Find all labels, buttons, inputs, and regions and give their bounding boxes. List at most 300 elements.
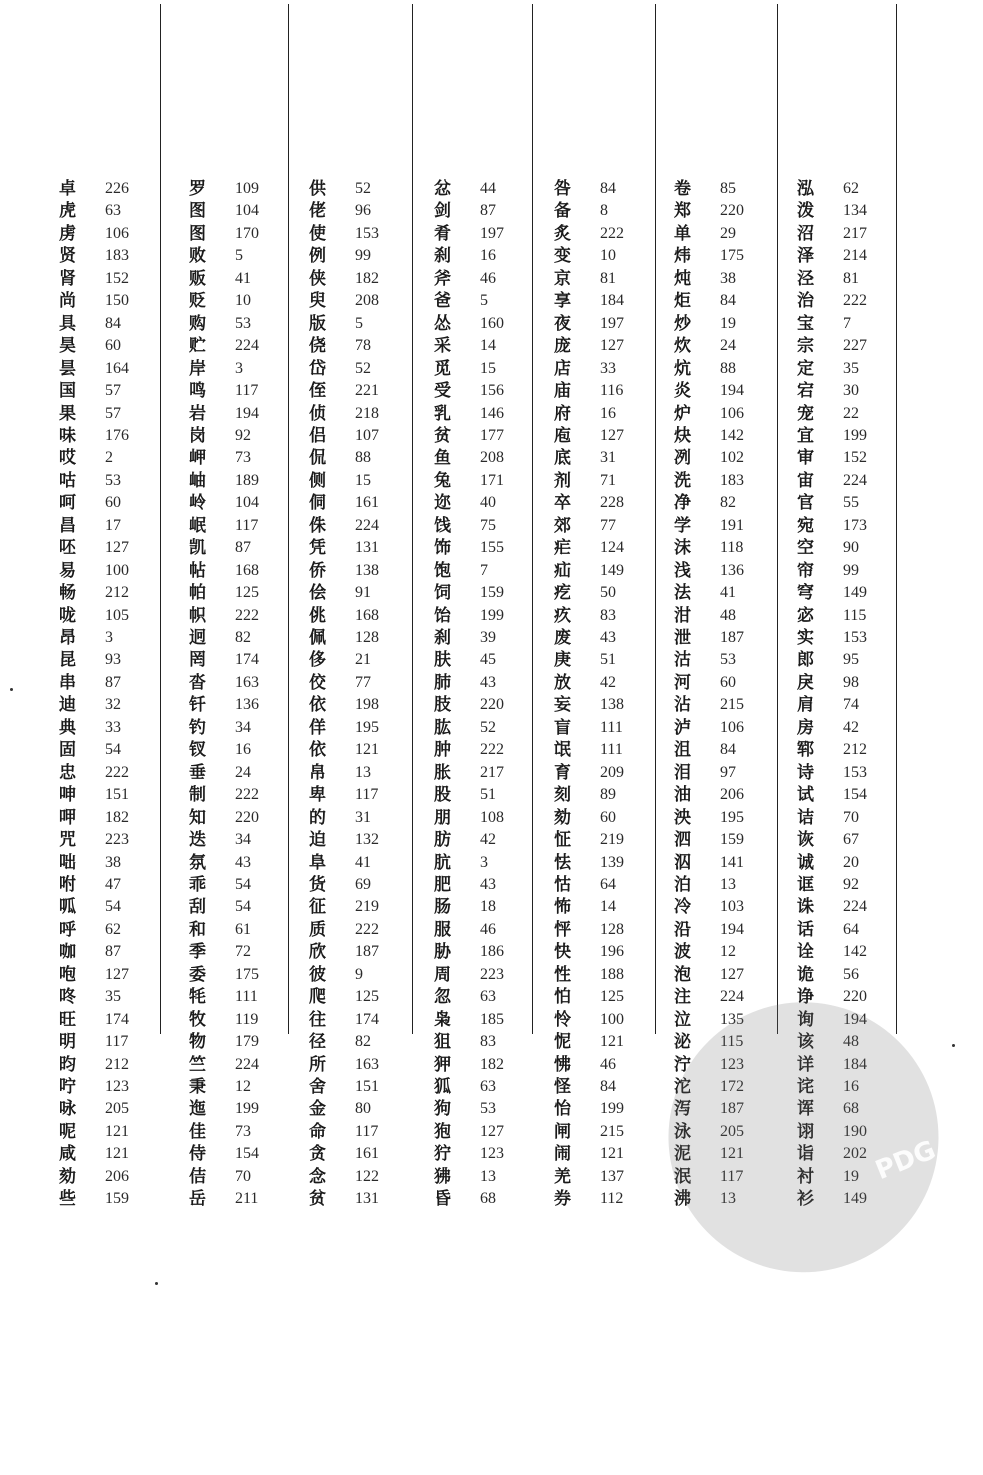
index-entry (55, 470, 165, 492)
index-entry (670, 605, 780, 627)
index-entry (185, 358, 295, 380)
index-entry (793, 358, 903, 380)
page-number: 17 (105, 516, 121, 534)
index-character: 咐 (59, 874, 76, 895)
page-number: 60 (105, 494, 121, 512)
page-number: 40 (480, 494, 496, 512)
index-entry (670, 470, 780, 492)
index-entry (305, 380, 415, 402)
page-number: 43 (235, 853, 251, 871)
index-character: 旺 (59, 1009, 76, 1030)
index-character: 庚 (554, 650, 571, 671)
index-entry (55, 313, 165, 335)
index-entry (305, 1076, 415, 1098)
index-character: 国 (59, 381, 76, 402)
page-number: 222 (600, 224, 624, 242)
index-entry (185, 268, 295, 290)
index-character: 宝 (797, 313, 814, 334)
index-entry (305, 582, 415, 604)
index-entry (55, 717, 165, 739)
index-entry (185, 313, 295, 335)
index-entry (430, 1188, 540, 1210)
index-entry (305, 470, 415, 492)
column-divider (777, 4, 778, 1034)
index-character: 泊 (674, 874, 691, 895)
index-entry (670, 335, 780, 357)
index-entry (305, 941, 415, 963)
index-entry (550, 986, 660, 1008)
index-character: 炔 (674, 425, 691, 446)
column-divider (655, 4, 656, 1034)
index-entry (550, 380, 660, 402)
index-entry (55, 1031, 165, 1053)
index-character: 侩 (309, 583, 326, 604)
page-number: 80 (355, 1100, 371, 1118)
page-number: 118 (720, 539, 744, 557)
page-number: 134 (843, 202, 867, 220)
index-character: 昏 (434, 1189, 451, 1210)
page-number: 92 (235, 426, 251, 444)
page-number: 22 (843, 404, 859, 422)
index-entry (430, 380, 540, 402)
index-character: 呸 (59, 538, 76, 559)
index-character: 凯 (189, 538, 206, 559)
index-character: 狙 (434, 1032, 451, 1053)
index-character: 念 (309, 1166, 326, 1187)
page-number: 99 (843, 561, 859, 579)
index-entry (430, 941, 540, 963)
page-number: 141 (720, 853, 744, 871)
index-character: 冷 (674, 897, 691, 918)
index-character: 备 (554, 201, 571, 222)
index-character: 法 (674, 583, 691, 604)
page-number: 107 (355, 426, 379, 444)
index-entry (305, 784, 415, 806)
index-entry (305, 627, 415, 649)
page-number: 152 (843, 449, 867, 467)
index-entry (55, 829, 165, 851)
index-character: 诨 (797, 1099, 814, 1120)
index-character: 穹 (797, 583, 814, 604)
index-entry (305, 896, 415, 918)
index-entry (793, 762, 903, 784)
index-character: 咕 (59, 470, 76, 491)
page-number: 228 (600, 494, 624, 512)
page-number: 174 (355, 1010, 379, 1028)
index-entry (305, 492, 415, 514)
index-character: 秉 (189, 1077, 206, 1097)
index-character: 狐 (434, 1077, 451, 1097)
index-entry (550, 694, 660, 716)
page-number: 54 (105, 741, 121, 759)
page-number: 57 (105, 382, 121, 400)
page-number: 194 (720, 382, 744, 400)
page-number: 214 (843, 247, 867, 265)
index-character: 乖 (189, 874, 206, 895)
index-entry (305, 223, 415, 245)
index-character: 肴 (434, 223, 451, 244)
index-character: 放 (554, 672, 571, 693)
index-entry (305, 762, 415, 784)
index-character: 定 (797, 358, 814, 379)
index-entry (305, 200, 415, 222)
index-character: 呼 (59, 919, 76, 940)
index-entry (55, 919, 165, 941)
index-character: 泓 (797, 179, 814, 199)
index-entry (55, 605, 165, 627)
index-entry (305, 649, 415, 671)
index-entry (550, 223, 660, 245)
page-number: 30 (843, 382, 859, 400)
index-character: 泽 (797, 246, 814, 267)
page-number: 174 (235, 651, 259, 669)
index-character: 泌 (674, 1032, 691, 1053)
index-entry (670, 649, 780, 671)
index-character: 咚 (59, 987, 76, 1008)
index-character: 店 (554, 358, 571, 379)
page-number: 194 (235, 404, 259, 422)
index-character: 败 (189, 246, 206, 267)
index-character: 戾 (797, 672, 814, 693)
column-divider (896, 4, 897, 1034)
index-entry (305, 694, 415, 716)
index-character: 供 (309, 179, 326, 199)
index-entry (550, 178, 660, 200)
page-number: 63 (480, 988, 496, 1006)
index-character: 岳 (189, 1189, 206, 1210)
index-entry (55, 245, 165, 267)
page-number: 138 (355, 561, 379, 579)
index-entry (430, 605, 540, 627)
index-entry (55, 582, 165, 604)
index-character: 哎 (59, 448, 76, 469)
index-entry (550, 829, 660, 851)
index-character: 侨 (309, 560, 326, 581)
index-entry (185, 1054, 295, 1076)
index-entry (793, 605, 903, 627)
index-entry (670, 425, 780, 447)
index-entry (55, 447, 165, 469)
index-character: 径 (309, 1032, 326, 1053)
index-character: 昌 (59, 515, 76, 536)
page-number: 168 (235, 561, 259, 579)
index-character: 贮 (189, 336, 206, 357)
index-character: 串 (59, 672, 76, 693)
page-number: 42 (600, 673, 616, 691)
index-entry (185, 807, 295, 829)
index-entry (430, 964, 540, 986)
index-character: 审 (797, 448, 814, 469)
index-entry (55, 649, 165, 671)
index-entry (670, 380, 780, 402)
index-character: 舍 (309, 1077, 326, 1097)
page-number: 152 (105, 269, 129, 287)
index-character: 肺 (434, 672, 451, 693)
index-character: 郓 (797, 740, 814, 761)
index-entry (305, 874, 415, 896)
index-entry (305, 1009, 415, 1031)
index-character: 卷 (674, 179, 691, 199)
index-character: 图 (189, 201, 206, 222)
page-number: 3 (105, 629, 113, 646)
page-number: 5 (480, 292, 488, 310)
page-number: 159 (720, 831, 744, 849)
page-number: 195 (720, 808, 744, 826)
column-divider (288, 4, 289, 1034)
index-entry (550, 874, 660, 896)
index-character: 牦 (189, 987, 206, 1008)
index-entry (55, 1121, 165, 1143)
index-character: 怦 (554, 919, 571, 940)
index-entry (550, 1166, 660, 1188)
index-character: 贫 (309, 1189, 326, 1210)
index-character: 侏 (309, 515, 326, 536)
index-character: 狍 (434, 1121, 451, 1142)
page-number: 46 (600, 1055, 616, 1073)
page-number: 70 (843, 808, 859, 826)
page-number: 32 (105, 696, 121, 714)
index-entry (55, 537, 165, 559)
index-entry (55, 694, 165, 716)
page-number: 15 (480, 359, 496, 377)
page-number: 53 (105, 471, 121, 489)
index-entry (670, 717, 780, 739)
page-number: 41 (720, 584, 736, 602)
index-entry (55, 739, 165, 761)
index-entry (430, 290, 540, 312)
page-number: 92 (843, 875, 859, 893)
page-number: 131 (355, 539, 379, 557)
index-entry (305, 335, 415, 357)
page-number: 222 (843, 292, 867, 310)
index-character: 固 (59, 740, 76, 761)
page-number: 34 (235, 718, 251, 736)
index-character: 肥 (434, 874, 451, 895)
index-entry (305, 1098, 415, 1120)
index-entry (793, 717, 903, 739)
page-number: 227 (843, 337, 867, 355)
index-character: 府 (554, 403, 571, 424)
index-character: 知 (189, 807, 206, 828)
page-number: 16 (843, 1078, 859, 1095)
index-entry (670, 829, 780, 851)
index-character: 迫 (309, 830, 326, 851)
index-entry (55, 223, 165, 245)
page-number: 60 (105, 337, 121, 355)
page-number: 124 (600, 539, 624, 557)
page-number: 224 (843, 471, 867, 489)
index-character: 怙 (554, 874, 571, 895)
index-character: 昀 (59, 1054, 76, 1075)
page-number: 18 (480, 898, 496, 916)
index-entry (793, 694, 903, 716)
column-divider (412, 4, 413, 1034)
index-character: 氓 (554, 740, 571, 761)
index-character: 郎 (797, 650, 814, 671)
page-number: 121 (105, 1122, 129, 1140)
index-character: 贫 (434, 425, 451, 446)
index-character: 炕 (674, 358, 691, 379)
index-character: 阜 (309, 852, 326, 873)
page-number: 176 (105, 426, 129, 444)
index-character: 使 (309, 223, 326, 244)
index-entry (185, 1009, 295, 1031)
index-character: 劾 (554, 807, 571, 828)
page-number: 48 (843, 1033, 859, 1051)
page-number: 150 (105, 292, 129, 310)
index-character: 饰 (434, 538, 451, 559)
index-entry (305, 739, 415, 761)
index-character: 狗 (434, 1099, 451, 1120)
index-entry (55, 1098, 165, 1120)
index-entry (793, 582, 903, 604)
index-character: 受 (434, 381, 451, 402)
index-character: 诓 (797, 874, 814, 895)
index-character: 钗 (189, 740, 206, 761)
index-character: 帖 (189, 560, 206, 581)
index-character: 罗 (189, 179, 206, 199)
index-entry (550, 425, 660, 447)
index-character: 诧 (797, 1077, 814, 1097)
index-entry (550, 245, 660, 267)
index-character: 明 (59, 1032, 76, 1053)
index-entry (55, 986, 165, 1008)
index-entry (793, 919, 903, 941)
index-character: 贤 (59, 246, 76, 267)
index-character: 依 (309, 740, 326, 761)
index-character: 呵 (59, 493, 76, 514)
index-character: 岱 (309, 358, 326, 379)
index-entry (793, 874, 903, 896)
page-number: 182 (480, 1055, 504, 1073)
index-character: 昊 (59, 336, 76, 357)
page-number: 223 (105, 831, 129, 849)
index-character: 和 (189, 919, 206, 940)
index-entry (793, 739, 903, 761)
page-number: 109 (235, 180, 259, 197)
index-entry (430, 223, 540, 245)
page-number: 67 (843, 831, 859, 849)
index-character: 饴 (434, 605, 451, 626)
index-character: 味 (59, 425, 76, 446)
index-character: 枭 (434, 1009, 451, 1030)
index-character: 肠 (434, 897, 451, 918)
index-character: 饯 (434, 515, 451, 536)
index-character: 钎 (189, 695, 206, 716)
watermark-text: PDG (871, 1135, 941, 1187)
index-character: 诙 (797, 830, 814, 851)
index-character: 畅 (59, 583, 76, 604)
page-number: 57 (105, 404, 121, 422)
index-character: 帜 (189, 605, 206, 626)
index-entry (305, 1143, 415, 1165)
index-entry (670, 537, 780, 559)
index-character: 迩 (434, 493, 451, 514)
page-number: 64 (843, 920, 859, 938)
index-entry (305, 986, 415, 1008)
index-entry (430, 313, 540, 335)
page-number: 222 (105, 763, 129, 781)
index-entry (793, 896, 903, 918)
page-number: 117 (235, 516, 259, 534)
index-entry (430, 829, 540, 851)
index-entry (185, 627, 295, 649)
index-character: 剂 (554, 470, 571, 491)
page-number: 153 (843, 629, 867, 646)
index-character: 诗 (797, 762, 814, 783)
page-number: 116 (600, 382, 624, 400)
index-column (305, 178, 420, 1218)
index-character: 话 (797, 919, 814, 940)
index-character: 夜 (554, 313, 571, 334)
page-number: 77 (600, 516, 616, 534)
page-number: 221 (355, 382, 379, 400)
index-character: 官 (797, 493, 814, 514)
index-character: 冽 (674, 448, 691, 469)
page-number: 52 (355, 359, 371, 377)
index-character: 岷 (189, 515, 206, 536)
page-number: 43 (480, 673, 496, 691)
index-character: 券 (554, 1189, 571, 1210)
index-entry (55, 178, 165, 200)
index-entry (55, 560, 165, 582)
page-number: 135 (720, 1010, 744, 1028)
index-character: 斧 (434, 268, 451, 289)
page-number: 206 (105, 1167, 129, 1185)
index-character: 岩 (189, 403, 206, 424)
index-entry (793, 425, 903, 447)
index-character: 废 (554, 628, 571, 648)
index-character: 净 (674, 493, 691, 514)
index-character: 股 (434, 785, 451, 806)
page-number: 163 (235, 673, 259, 691)
page-number: 187 (720, 629, 744, 646)
index-character: 季 (189, 942, 206, 963)
index-entry (430, 672, 540, 694)
index-character: 帕 (189, 583, 206, 604)
page-number: 38 (720, 269, 736, 287)
page-number: 119 (235, 1010, 259, 1028)
index-entry (305, 1031, 415, 1053)
page-number: 217 (843, 224, 867, 242)
index-entry (185, 605, 295, 627)
index-character: 询 (797, 1009, 814, 1030)
page-number: 173 (843, 516, 867, 534)
index-entry (550, 1188, 660, 1210)
index-character: 宠 (797, 403, 814, 424)
index-character: 昂 (59, 628, 76, 648)
page-number: 42 (843, 718, 859, 736)
index-character: 怡 (554, 1099, 571, 1120)
page-number: 123 (480, 1145, 504, 1163)
page-number: 39 (480, 629, 496, 646)
index-character: 乳 (434, 403, 451, 424)
page-number: 87 (480, 202, 496, 220)
index-entry (550, 964, 660, 986)
index-entry (430, 1143, 540, 1165)
index-character: 炖 (674, 268, 691, 289)
index-entry (305, 403, 415, 425)
index-character: 单 (674, 223, 691, 244)
index-entry (305, 1166, 415, 1188)
page-number: 84 (600, 1078, 616, 1095)
index-entry (185, 717, 295, 739)
page-number: 160 (480, 314, 504, 332)
page-number: 196 (600, 943, 624, 961)
page-number: 19 (843, 1167, 859, 1185)
index-entry (430, 717, 540, 739)
index-character: 卑 (309, 785, 326, 806)
